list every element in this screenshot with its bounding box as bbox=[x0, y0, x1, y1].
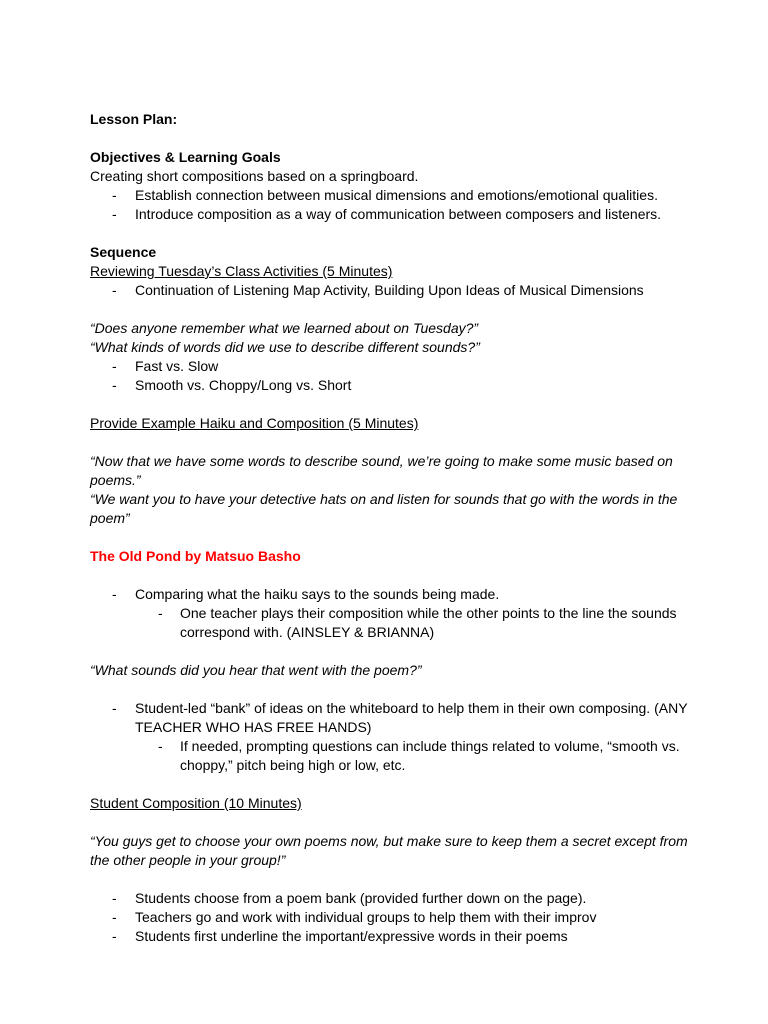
spacer bbox=[90, 642, 690, 661]
dash-marker: - bbox=[112, 282, 117, 298]
spacer bbox=[90, 224, 690, 243]
list-item bbox=[90, 699, 690, 737]
spacer bbox=[90, 300, 690, 319]
quote: “We want you to have your detective hats on and listen for sounds that go with the words in the poem” bbox=[90, 491, 678, 526]
spacer bbox=[90, 566, 690, 585]
list-item-text: Students choose from a poem bank (provided further down on the page). bbox=[135, 890, 587, 906]
list-item bbox=[90, 376, 690, 395]
list-item-text: One teacher plays their composition while the other points to the line the sounds correspond with. (AINSLEY & BRIANNA) bbox=[180, 605, 677, 640]
sub-list-item bbox=[90, 737, 690, 775]
spacer bbox=[90, 870, 690, 889]
list-item bbox=[90, 357, 690, 376]
list-item bbox=[90, 585, 690, 604]
objectives-heading: Objectives & Learning Goals bbox=[90, 149, 281, 165]
list-item bbox=[90, 927, 690, 946]
dash-marker: - bbox=[158, 605, 163, 621]
dash-marker: - bbox=[112, 909, 117, 925]
list-item-text: Students first underline the important/expressive words in their poems bbox=[135, 928, 568, 944]
sub-list-item bbox=[90, 604, 690, 642]
list-item-text: Student-led “bank” of ideas on the whiteboard to help them in their own composing. (ANY TEACHER WHO HAS FREE HANDS) bbox=[135, 700, 688, 735]
dash-marker: - bbox=[112, 928, 117, 944]
spacer bbox=[90, 813, 690, 832]
dash-marker: - bbox=[112, 358, 117, 374]
list-item-text: Fast vs. Slow bbox=[135, 358, 219, 374]
sequence-heading: Sequence bbox=[90, 244, 157, 260]
section-title: Student Composition (10 Minutes) bbox=[90, 795, 302, 811]
section-title: Provide Example Haiku and Composition (5 Minutes) bbox=[90, 415, 419, 431]
list-item-text: Smooth vs. Choppy/Long vs. Short bbox=[135, 377, 352, 393]
spacer bbox=[90, 775, 690, 794]
quote: “What kinds of words did we use to describe different sounds?” bbox=[90, 339, 480, 355]
quote: “Now that we have some words to describe sound, we’re going to make some music based on poems.” bbox=[90, 453, 673, 488]
list-item-text: Continuation of Listening Map Activity, Building Upon Ideas of Musical Dimensions bbox=[135, 282, 644, 298]
objectives-intro: Creating short compositions based on a springboard. bbox=[90, 168, 419, 184]
spacer bbox=[90, 395, 690, 414]
quote: “Does anyone remember what we learned about on Tuesday?” bbox=[90, 320, 479, 336]
list-item bbox=[90, 908, 690, 927]
document-page bbox=[90, 110, 690, 946]
dash-marker: - bbox=[158, 738, 163, 754]
list-item-text: If needed, prompting questions can include things related to volume, “smooth vs. choppy,” pitch being high or low, etc. bbox=[180, 738, 680, 773]
list-item-text: Comparing what the haiku says to the sounds being made. bbox=[135, 586, 500, 602]
dash-marker: - bbox=[112, 377, 117, 393]
dash-marker: - bbox=[112, 586, 117, 602]
list-item bbox=[90, 186, 690, 205]
dash-marker: - bbox=[112, 187, 117, 203]
dash-marker: - bbox=[112, 206, 117, 222]
lesson-title: Lesson Plan: bbox=[90, 111, 178, 127]
list-item-text: Establish connection between musical dimensions and emotions/emotional qualities. bbox=[135, 187, 658, 203]
dash-marker: - bbox=[112, 890, 117, 906]
spacer bbox=[90, 433, 690, 452]
quote: “You guys get to choose your own poems now, but make sure to keep them a secret except from the other people in your group!” bbox=[90, 833, 688, 868]
list-item-text: Teachers go and work with individual groups to help them with their improv bbox=[135, 909, 597, 925]
dash-marker: - bbox=[112, 700, 117, 716]
spacer bbox=[90, 528, 690, 547]
list-item-text: Introduce composition as a way of communication between composers and listeners. bbox=[135, 206, 662, 222]
section-title: Reviewing Tuesday’s Class Activities (5 Minutes) bbox=[90, 263, 393, 279]
list-item bbox=[90, 889, 690, 908]
poem-title: The Old Pond by Matsuo Basho bbox=[90, 548, 301, 564]
quote: “What sounds did you hear that went with the poem?” bbox=[90, 662, 422, 678]
spacer bbox=[90, 680, 690, 699]
list-item bbox=[90, 281, 690, 300]
spacer bbox=[90, 129, 690, 148]
list-item bbox=[90, 205, 690, 224]
